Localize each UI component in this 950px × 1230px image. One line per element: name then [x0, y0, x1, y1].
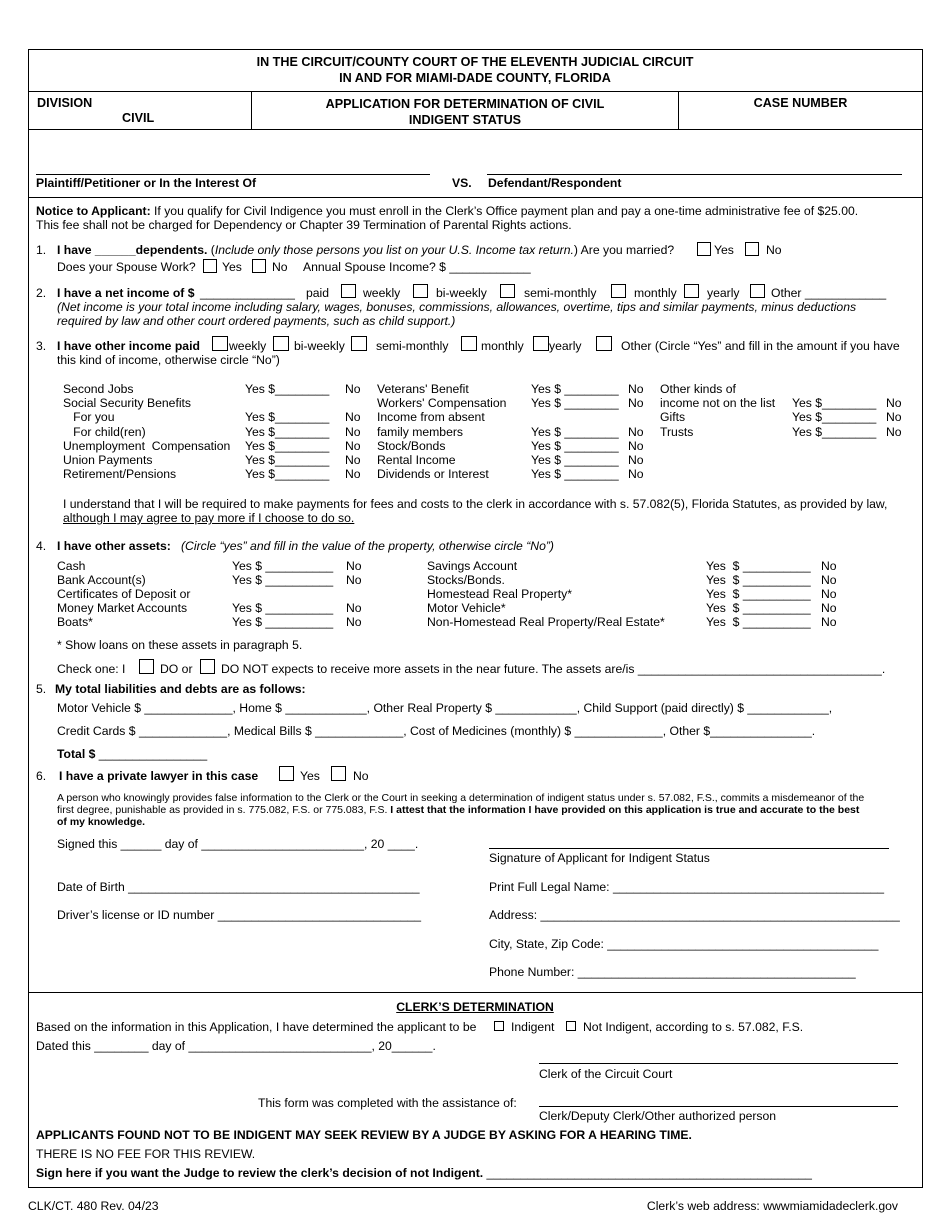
- assist-label: This form was completed with the assistance of:: [258, 1096, 517, 1110]
- asset-no[interactable]: No: [346, 601, 362, 615]
- income-amount-field[interactable]: Yes $ ________: [531, 453, 619, 467]
- income-label: Rental Income: [377, 453, 456, 467]
- asset-no[interactable]: No: [346, 559, 362, 573]
- asset-amount-field[interactable]: Yes $ __________: [232, 615, 334, 629]
- q2-yearly-label: yearly: [707, 286, 740, 300]
- attest-line2: [57, 804, 859, 816]
- clerk-circuit-label: Clerk of the Circuit Court: [539, 1067, 673, 1081]
- q2-number: 2.: [36, 286, 47, 300]
- income-label: Income from absent: [377, 410, 485, 424]
- defendant-line[interactable]: [487, 174, 902, 175]
- divider: [28, 91, 923, 92]
- notice-label: Notice to Applicant:: [36, 204, 151, 218]
- q2-other-field[interactable]: Other ____________: [771, 286, 887, 300]
- q3-other-checkbox[interactable]: [596, 336, 612, 351]
- lawyer-yes-label: Yes: [300, 769, 320, 783]
- asset-label: Boats*: [57, 615, 93, 629]
- income-no[interactable]: No: [628, 396, 644, 410]
- asset-amount-field[interactable]: Yes $ __________: [706, 615, 811, 629]
- income-no[interactable]: No: [628, 439, 644, 453]
- q2-biweekly-label: bi-weekly: [436, 286, 487, 300]
- division-label: DIVISION: [37, 96, 93, 110]
- asset-amount-field[interactable]: Yes $ __________: [706, 601, 811, 615]
- income-label: Unemployment Compensation: [63, 439, 231, 453]
- q2-biweekly-checkbox[interactable]: [413, 284, 428, 298]
- q6-number: 6.: [36, 769, 47, 783]
- form-title-line1: APPLICATION FOR DETERMINATION OF CIVIL: [325, 97, 605, 111]
- q3-monthly-checkbox[interactable]: [461, 336, 477, 351]
- income-label: Second Jobs: [63, 382, 134, 396]
- attest-line3: of my knowledge.: [57, 816, 146, 828]
- income-amount-field[interactable]: Yes $________: [245, 439, 330, 453]
- q2-other-checkbox[interactable]: [750, 284, 765, 298]
- q2-weekly-label: weekly: [363, 286, 401, 300]
- q5-liabilities-label: My total liabilities and debts are as follows:: [55, 682, 306, 696]
- city-state-zip-field[interactable]: City, State, Zip Code: ________________________________________: [489, 937, 879, 951]
- q2-semimonthly-checkbox[interactable]: [500, 284, 515, 298]
- income-no[interactable]: No: [628, 425, 644, 439]
- q3-monthly-label: monthly: [481, 339, 524, 353]
- asset-amount-field[interactable]: Yes $ __________: [232, 573, 334, 587]
- spouse-work-no-label: No: [272, 260, 288, 274]
- lawyer-no-checkbox[interactable]: [331, 766, 346, 781]
- q3-weekly-label: weekly: [229, 339, 267, 353]
- income-amount-field[interactable]: Yes $________: [245, 382, 330, 396]
- income-no[interactable]: No: [628, 453, 644, 467]
- asset-label: Homestead Real Property*: [427, 587, 572, 601]
- clerk-signature-line[interactable]: [539, 1063, 898, 1064]
- lawyer-yes-checkbox[interactable]: [279, 766, 294, 781]
- income-amount-field[interactable]: Yes $ ________: [531, 467, 619, 481]
- q3-yearly-checkbox[interactable]: [533, 336, 549, 351]
- asset-label: Bank Account(s): [57, 573, 146, 587]
- judge-review-line: [36, 1166, 812, 1180]
- income-label: income not on the list: [660, 396, 776, 410]
- divider: [28, 197, 923, 198]
- attest-line1: A person who knowingly provides false information to the Clerk or the Court in seeking a determination of indigent status under s. 57.082, F.S., commits a misdemeanor of the: [57, 792, 865, 804]
- asset-label: Motor Vehicle*: [427, 601, 506, 615]
- income-amount-field[interactable]: Yes $________: [245, 467, 330, 481]
- income-label: Stock/Bonds: [377, 439, 446, 453]
- q6-lawyer-label: I have a private lawyer in this case: [59, 769, 259, 783]
- income-label: Social Security Benefits: [63, 396, 192, 410]
- asset-label: Non-Homestead Real Property/Real Estate*: [427, 615, 665, 629]
- income-no[interactable]: No: [345, 425, 361, 439]
- do-checkbox[interactable]: [139, 659, 154, 674]
- notice-line2: This fee shall not be charged for Dependency or Chapter 39 Termination of Parental Rights actions.: [36, 218, 572, 232]
- clerk-determination-title: CLERK’S DETERMINATION: [396, 1000, 554, 1014]
- income-amount-field[interactable]: Yes $________: [245, 425, 330, 439]
- spouse-work-no-checkbox[interactable]: [252, 259, 266, 273]
- q3-other-label-line2: this kind of income, otherwise circle “No”): [57, 353, 280, 367]
- q1-note: Include only those persons you list on your U.S. Income tax return.: [214, 243, 574, 257]
- income-amount-field[interactable]: Yes $________: [245, 410, 330, 424]
- income-amount-field[interactable]: Yes $ ________: [531, 439, 619, 453]
- income-amount-field[interactable]: Yes $________: [792, 410, 877, 424]
- understand-line1: I understand that I will be required to make payments for fees and costs to the clerk in accordance with s. 57.082(5), Florida Statutes, as provided by law,: [63, 497, 888, 511]
- income-label: Gifts: [660, 410, 686, 424]
- income-amount-field[interactable]: Yes $ ________: [531, 382, 619, 396]
- q2-monthly-label: monthly: [634, 286, 677, 300]
- q2-note-line1: (Net income is your total income including salary, wages, bonuses, commissions, allowances, overtime, tips and similar payments, minus deductions: [57, 300, 857, 314]
- do-not-checkbox[interactable]: [200, 659, 215, 674]
- income-no[interactable]: No: [345, 382, 361, 396]
- asset-amount-field[interactable]: Yes $ __________: [706, 573, 811, 587]
- print-name-field[interactable]: Print Full Legal Name: ________________________________________: [489, 880, 885, 894]
- no-fee-notice: THERE IS NO FEE FOR THIS REVIEW.: [36, 1147, 256, 1161]
- check-one-label: Check one: I: [57, 662, 126, 676]
- income-no[interactable]: No: [886, 410, 902, 424]
- total-label: Total $: [57, 747, 96, 761]
- income-label: For child(ren): [63, 425, 146, 439]
- income-no[interactable]: No: [886, 396, 902, 410]
- total-field[interactable]: ________________: [95, 747, 208, 761]
- signed-date-field[interactable]: Signed this ______ day of ________________________, 20 ____.: [57, 837, 419, 851]
- income-amount-field[interactable]: Yes $________: [792, 396, 877, 410]
- attest-text: first degree, punishable as provided in s. 775.082, F.S. or 775.083, F.S.: [57, 804, 391, 816]
- deputy-label: Clerk/Deputy Clerk/Other authorized person: [539, 1109, 777, 1123]
- judge-review-label: Sign here if you want the Judge to review the clerk’s decision of not Indigent.: [36, 1166, 484, 1180]
- clerk-dated-field[interactable]: Dated this ________ day of ___________________________, 20______.: [36, 1039, 436, 1053]
- q3-biweekly-checkbox[interactable]: [273, 336, 289, 351]
- deputy-signature-line[interactable]: [539, 1106, 898, 1107]
- spouse-income-field[interactable]: Annual Spouse Income? $ ____________: [303, 260, 531, 274]
- q1-line: I have ______dependents. (Include only those persons you list on your U.S. Income tax return.) Are you married?: [57, 243, 675, 257]
- q2-yearly-checkbox[interactable]: [684, 284, 699, 298]
- indigent-label: Indigent: [511, 1020, 555, 1034]
- q1-dependents: I have ______dependents.: [57, 243, 208, 257]
- clerk-web-address: Clerk’s web address: wwwmiamidadeclerk.gov: [646, 1199, 898, 1213]
- notice-text: If you qualify for Civil Indigence you must enroll in the Clerk’s Office payment plan and pay a one-time administrative fee of $25.00.: [150, 204, 859, 218]
- asset-no[interactable]: No: [821, 615, 837, 629]
- loans-note: * Show loans on these assets in paragraph 5.: [57, 638, 303, 652]
- q3-other-income-label: I have other income paid: [57, 339, 200, 353]
- liabilities-line1[interactable]: Motor Vehicle $ _____________, Home $ ____________, Other Real Property $ ____________, Child Support (paid directly) $ ____________,: [57, 701, 833, 715]
- asset-no[interactable]: No: [346, 573, 362, 587]
- income-label: family members: [377, 425, 464, 439]
- income-no[interactable]: No: [345, 453, 361, 467]
- asset-label: Money Market Accounts: [57, 601, 188, 615]
- q1-married: ) Are you married?: [573, 243, 675, 257]
- q2-semimonthly-label: semi-monthly: [524, 286, 597, 300]
- court-title-line1: IN THE CIRCUIT/COUNTY COURT OF THE ELEVENTH JUDICIAL CIRCUIT: [256, 55, 694, 69]
- review-notice: APPLICANTS FOUND NOT TO BE INDIGENT MAY SEEK REVIEW BY A JUDGE BY ASKING FOR A HEARING TIME.: [36, 1128, 692, 1142]
- income-amount-field[interactable]: Yes $________: [245, 453, 330, 467]
- asset-label: Certificates of Deposit or: [57, 587, 191, 601]
- q4-number: 4.: [36, 539, 47, 553]
- do-label: DO or: [160, 662, 193, 676]
- form-id: CLK/CT. 480 Rev. 04/23: [28, 1199, 159, 1213]
- indigent-checkbox[interactable]: [494, 1021, 504, 1031]
- spouse-work-label: Does your Spouse Work?: [57, 260, 196, 274]
- income-amount-field[interactable]: Yes $ ________: [531, 425, 619, 439]
- q3-yearly-label: yearly: [549, 339, 582, 353]
- notice-line1: [36, 204, 858, 218]
- asset-no[interactable]: No: [346, 615, 362, 629]
- income-label: Veterans' Benefit: [377, 382, 469, 396]
- q1-number: 1.: [36, 243, 47, 257]
- case-number-label: CASE NUMBER: [753, 96, 848, 110]
- income-label: Dividends or Interest: [377, 467, 489, 481]
- married-yes-checkbox[interactable]: [697, 242, 711, 256]
- q3-biweekly-label: bi-weekly: [294, 339, 345, 353]
- income-label: Workers' Compensation: [377, 396, 507, 410]
- q3-number: 3.: [36, 339, 47, 353]
- income-no[interactable]: No: [628, 467, 644, 481]
- division-value: CIVIL: [122, 111, 155, 125]
- asset-label: Cash: [57, 559, 86, 573]
- address-field[interactable]: Address: _____________________________________________________: [489, 908, 900, 922]
- judge-review-signature-field[interactable]: ________________________________________________: [483, 1166, 812, 1180]
- income-no[interactable]: No: [345, 439, 361, 453]
- q2-paid-label: paid: [306, 286, 330, 300]
- asset-no[interactable]: No: [821, 601, 837, 615]
- asset-amount-field[interactable]: Yes $ __________: [706, 587, 811, 601]
- defendant-label: Defendant/Respondent: [488, 176, 622, 190]
- income-label: Union Payments: [63, 453, 153, 467]
- asset-amount-field[interactable]: Yes $ __________: [232, 559, 334, 573]
- form-title-line2: INDIGENT STATUS: [408, 113, 522, 127]
- vs-label: VS.: [452, 176, 472, 190]
- divider: [28, 992, 923, 993]
- understand-line2: although I may agree to pay more if I choose to do so.: [63, 511, 355, 525]
- phone-field[interactable]: Phone Number: _________________________________________: [489, 965, 856, 979]
- income-amount-field[interactable]: Yes $________: [792, 425, 877, 439]
- married-yes-label: Yes: [714, 243, 734, 257]
- income-amount-field[interactable]: Yes $ ________: [531, 396, 619, 410]
- q2-note-line2: required by law and other court ordered payments, such as child support.): [57, 314, 456, 328]
- do-not-label: DO NOT expects to receive more assets in the near future. The assets are/is ____________________________________.: [221, 662, 886, 676]
- not-indigent-checkbox[interactable]: [566, 1021, 576, 1031]
- lawyer-no-label: No: [353, 769, 369, 783]
- q3-weekly-checkbox[interactable]: [212, 336, 228, 351]
- asset-amount-field[interactable]: Yes $ __________: [706, 559, 811, 573]
- q2-monthly-checkbox[interactable]: [611, 284, 626, 298]
- q4-note: (Circle “yes” and fill in the value of the property, otherwise circle “No”): [181, 539, 554, 553]
- q5-number: 5.: [36, 682, 47, 696]
- spouse-work-yes-checkbox[interactable]: [203, 259, 217, 273]
- q4-assets-label: I have other assets:: [57, 539, 171, 553]
- dl-field[interactable]: Driver’s license or ID number ______________________________: [57, 908, 422, 922]
- income-no[interactable]: No: [345, 467, 361, 481]
- asset-no[interactable]: No: [821, 587, 837, 601]
- asset-label: Savings Account: [427, 559, 518, 573]
- q3-semimonthly-checkbox[interactable]: [351, 336, 367, 351]
- married-no-label: No: [766, 243, 782, 257]
- income-label: Trusts: [660, 425, 694, 439]
- income-label: Other kinds of: [660, 382, 736, 396]
- q3-semimonthly-label: semi-monthly: [376, 339, 449, 353]
- attest-bold: I attest that the information I have provided on this application is true and accurate to the best: [390, 804, 860, 816]
- dob-field[interactable]: Date of Birth ___________________________________________: [57, 880, 420, 894]
- income-no[interactable]: No: [345, 410, 361, 424]
- divider: [28, 129, 923, 130]
- total-line: [57, 747, 207, 761]
- asset-no[interactable]: No: [821, 559, 837, 573]
- signature-label: Signature of Applicant for Indigent Status: [489, 851, 710, 865]
- married-no-checkbox[interactable]: [745, 242, 759, 256]
- liabilities-line2[interactable]: Credit Cards $ _____________, Medical Bills $ _____________, Cost of Medicines (monthly) $ _____________, Other $_______________.: [57, 724, 816, 738]
- income-no[interactable]: No: [886, 425, 902, 439]
- plaintiff-line[interactable]: [36, 174, 430, 175]
- income-label: For you: [63, 410, 115, 424]
- income-no[interactable]: No: [628, 382, 644, 396]
- asset-amount-field[interactable]: Yes $ __________: [232, 601, 334, 615]
- asset-no[interactable]: No: [821, 573, 837, 587]
- q2-net-income-field[interactable]: ______________: [200, 286, 295, 300]
- q3-other-label: Other (Circle “Yes” and fill in the amount if you have: [621, 339, 900, 353]
- court-title-line2: IN AND FOR MIAMI-DADE COUNTY, FLORIDA: [339, 71, 611, 85]
- clerk-determination-line: Based on the information in this Application, I have determined the applicant to be: [36, 1020, 477, 1034]
- q2-net-income-label: I have a net income of $: [57, 286, 195, 300]
- asset-label: Stocks/Bonds.: [427, 573, 505, 587]
- q2-weekly-checkbox[interactable]: [341, 284, 356, 298]
- plaintiff-label: Plaintiff/Petitioner or In the Interest Of: [36, 176, 257, 190]
- spouse-work-yes-label: Yes: [222, 260, 242, 274]
- income-label: Retirement/Pensions: [63, 467, 177, 481]
- not-indigent-label: Not Indigent, according to s. 57.082, F.S.: [583, 1020, 804, 1034]
- signature-line[interactable]: [489, 848, 889, 849]
